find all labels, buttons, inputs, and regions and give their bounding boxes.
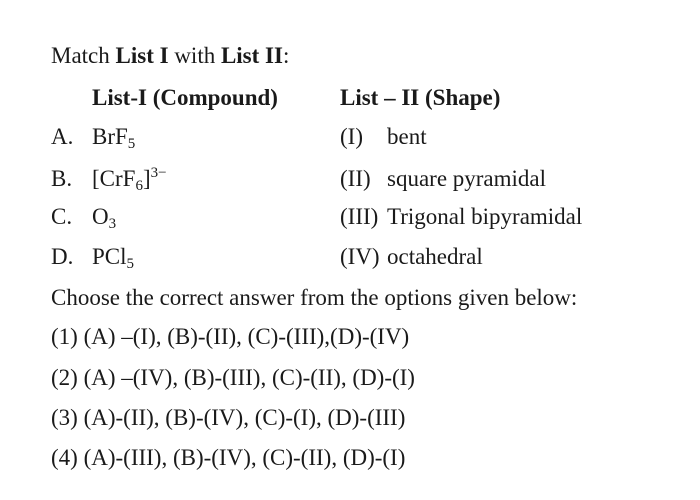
list1-item [51, 203, 72, 231]
answer-option[interactable]: (1) (A) –(I), (B)-(II), (C)-(III),(D)-(IV) [51, 324, 410, 349]
list2-item-shape: octahedral [387, 244, 483, 269]
answer-option[interactable]: (2) (A) –(IV), (B)-(III), (C)-(II), (D)-(I) [51, 365, 415, 390]
list1-item [51, 243, 73, 271]
formula-base: PCl [92, 244, 127, 269]
list2-item-number: (IV) [340, 244, 380, 269]
intro-list2: List II [220, 43, 283, 68]
list2-item-shape: Trigonal bipyramidal [387, 204, 583, 229]
formula-subscript: 5 [126, 256, 135, 272]
formula-tail: ] [142, 166, 151, 191]
formula-base: [CrF [92, 166, 136, 191]
list2-header: List – II (Shape) [340, 85, 501, 110]
item-letter: D. [51, 244, 74, 269]
intro-list1: List I [115, 43, 169, 68]
intro-with: with [168, 43, 221, 68]
compound-formula [92, 243, 134, 271]
list2-item-shape: square pyramidal [387, 166, 547, 191]
compound-formula [92, 165, 167, 193]
list2-item-number: (II) [340, 166, 371, 191]
compound-formula [92, 203, 116, 231]
item-letter: C. [51, 204, 73, 229]
formula-charge: 3− [150, 165, 167, 181]
question-intro [51, 42, 289, 70]
answer-option[interactable]: (3) (A)-(II), (B)-(IV), (C)-(I), (D)-(III) [51, 405, 406, 430]
list1-item [51, 165, 72, 193]
item-letter: B. [51, 166, 73, 191]
intro-prefix: Match [51, 43, 116, 68]
options-prompt: Choose the correct answer from the options given below: [51, 285, 578, 310]
list2-item-shape: bent [387, 124, 427, 149]
answer-option[interactable]: (4) (A)-(III), (B)-(IV), (C)-(II), (D)-(I) [51, 445, 406, 470]
list1-item [51, 123, 73, 151]
item-letter: A. [51, 124, 74, 149]
list1-header: List-I (Compound) [92, 85, 278, 110]
list2-item-number: (I) [340, 124, 363, 149]
formula-subscript: 5 [127, 136, 136, 152]
formula-base: O [92, 204, 109, 229]
formula-subscript: 3 [108, 216, 117, 232]
formula-base: BrF [92, 124, 128, 149]
compound-formula [92, 123, 135, 151]
formula-subscript: 6 [135, 178, 143, 194]
list2-item-number: (III) [340, 204, 379, 229]
intro-colon: : [282, 43, 290, 68]
